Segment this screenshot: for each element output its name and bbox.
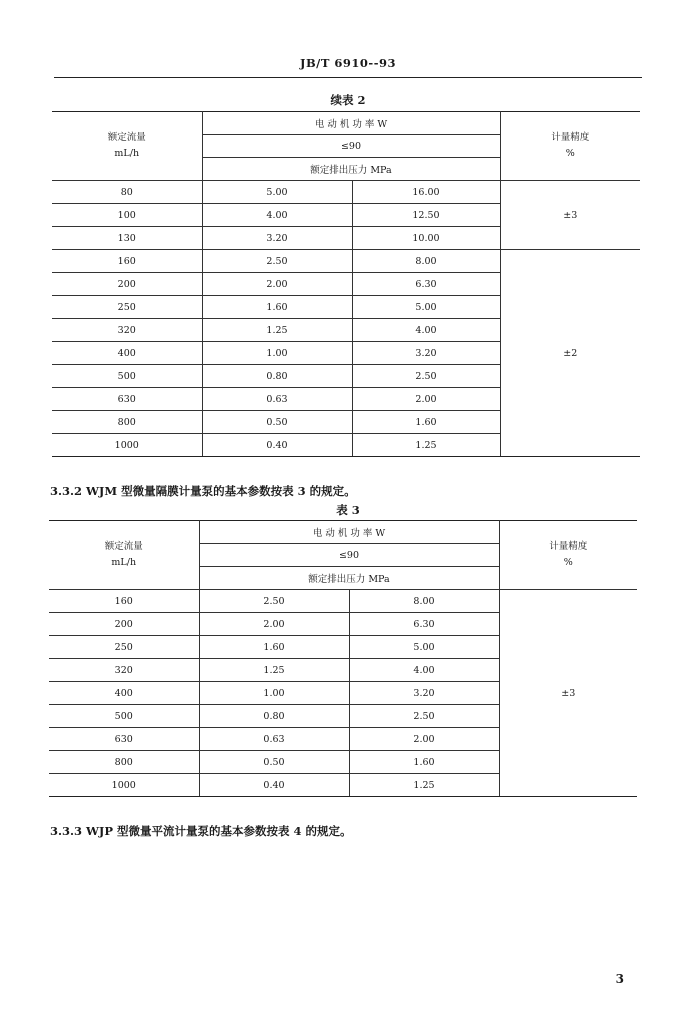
table3-header-flow: 额定流量 mL/h [49,521,199,590]
pressure-cell: 10.00 [352,227,500,250]
pressure-cell: 3.20 [349,682,499,705]
table2-header-pressure: 额定排出压力 MPa [202,158,500,181]
table3 [49,520,637,797]
table2-header-accuracy: 计量精度 % [500,112,640,181]
pressure-cell: 1.60 [352,411,500,434]
pressure-cell: 2.00 [349,728,499,751]
flow-cell: 130 [52,227,202,250]
table2-header-power: 电 动 机 功 率 W [202,112,500,135]
pressure-cell: 0.50 [202,411,352,434]
table3-header-pressure: 额定排出压力 MPa [199,567,499,590]
pressure-cell: 2.50 [349,705,499,728]
pressure-cell: 1.25 [202,319,352,342]
document-header: JB/T 6910--93 [300,56,396,70]
pressure-cell: 8.00 [352,250,500,273]
flow-cell: 1000 [49,774,199,797]
pressure-cell: 16.00 [352,181,500,204]
table3-caption: 表 3 [336,503,360,517]
page-number: 3 [615,972,624,986]
pressure-cell: 2.00 [202,273,352,296]
pressure-cell: 1.60 [349,751,499,774]
flow-cell: 320 [49,659,199,682]
pressure-cell: 0.40 [199,774,349,797]
flow-cell: 160 [49,590,199,613]
flow-cell: 400 [49,682,199,705]
table3-header-accuracy: 计量精度 % [499,521,637,590]
pressure-cell: 1.25 [349,774,499,797]
table2-header-power-range: ≤90 [202,135,500,158]
accuracy-cell: ±2 [500,250,640,457]
pressure-cell: 2.50 [352,365,500,388]
pressure-cell: 1.25 [352,434,500,457]
flow-cell: 500 [52,365,202,388]
flow-cell: 800 [52,411,202,434]
table3-header-power: 电 动 机 功 率 W [199,521,499,544]
pressure-cell: 0.80 [199,705,349,728]
pressure-cell: 0.63 [199,728,349,751]
flow-cell: 630 [52,388,202,411]
pressure-cell: 1.60 [199,636,349,659]
pressure-cell: 12.50 [352,204,500,227]
pressure-cell: 0.40 [202,434,352,457]
flow-cell: 160 [52,250,202,273]
accuracy-cell: ±3 [500,181,640,250]
table2-row [52,250,640,273]
flow-cell: 250 [52,296,202,319]
flow-cell: 100 [52,204,202,227]
accuracy-cell: ±3 [499,590,637,797]
pressure-cell: 4.00 [202,204,352,227]
table2-caption: 续表 2 [330,93,366,107]
flow-cell: 500 [49,705,199,728]
flow-cell: 250 [49,636,199,659]
pressure-cell: 1.00 [199,682,349,705]
table2-row [52,181,640,204]
flow-cell: 630 [49,728,199,751]
pressure-cell: 3.20 [352,342,500,365]
pressure-cell: 4.00 [349,659,499,682]
pressure-cell: 2.50 [199,590,349,613]
pressure-cell: 0.63 [202,388,352,411]
pressure-cell: 0.80 [202,365,352,388]
pressure-cell: 5.00 [202,181,352,204]
pressure-cell: 0.50 [199,751,349,774]
header-rule [54,77,642,78]
flow-cell: 800 [49,751,199,774]
pressure-cell: 2.00 [199,613,349,636]
table2 [52,111,640,457]
table3-header-power-range: ≤90 [199,544,499,567]
flow-cell: 400 [52,342,202,365]
pressure-cell: 6.30 [352,273,500,296]
section-3-3-3: 3.3.3 WJP 型微量平流计量泵的基本参数按表 4 的规定。 [50,824,352,838]
pressure-cell: 3.20 [202,227,352,250]
table3-row [49,590,637,613]
pressure-cell: 1.60 [202,296,352,319]
pressure-cell: 8.00 [349,590,499,613]
flow-cell: 80 [52,181,202,204]
flow-cell: 200 [49,613,199,636]
pressure-cell: 2.50 [202,250,352,273]
section-3-3-2: 3.3.2 WJM 型微量隔膜计量泵的基本参数按表 3 的规定。 [50,484,356,498]
pressure-cell: 6.30 [349,613,499,636]
pressure-cell: 5.00 [352,296,500,319]
pressure-cell: 1.25 [199,659,349,682]
pressure-cell: 5.00 [349,636,499,659]
pressure-cell: 4.00 [352,319,500,342]
flow-cell: 1000 [52,434,202,457]
pressure-cell: 1.00 [202,342,352,365]
flow-cell: 320 [52,319,202,342]
flow-cell: 200 [52,273,202,296]
pressure-cell: 2.00 [352,388,500,411]
table2-header-flow: 额定流量 mL/h [52,112,202,181]
